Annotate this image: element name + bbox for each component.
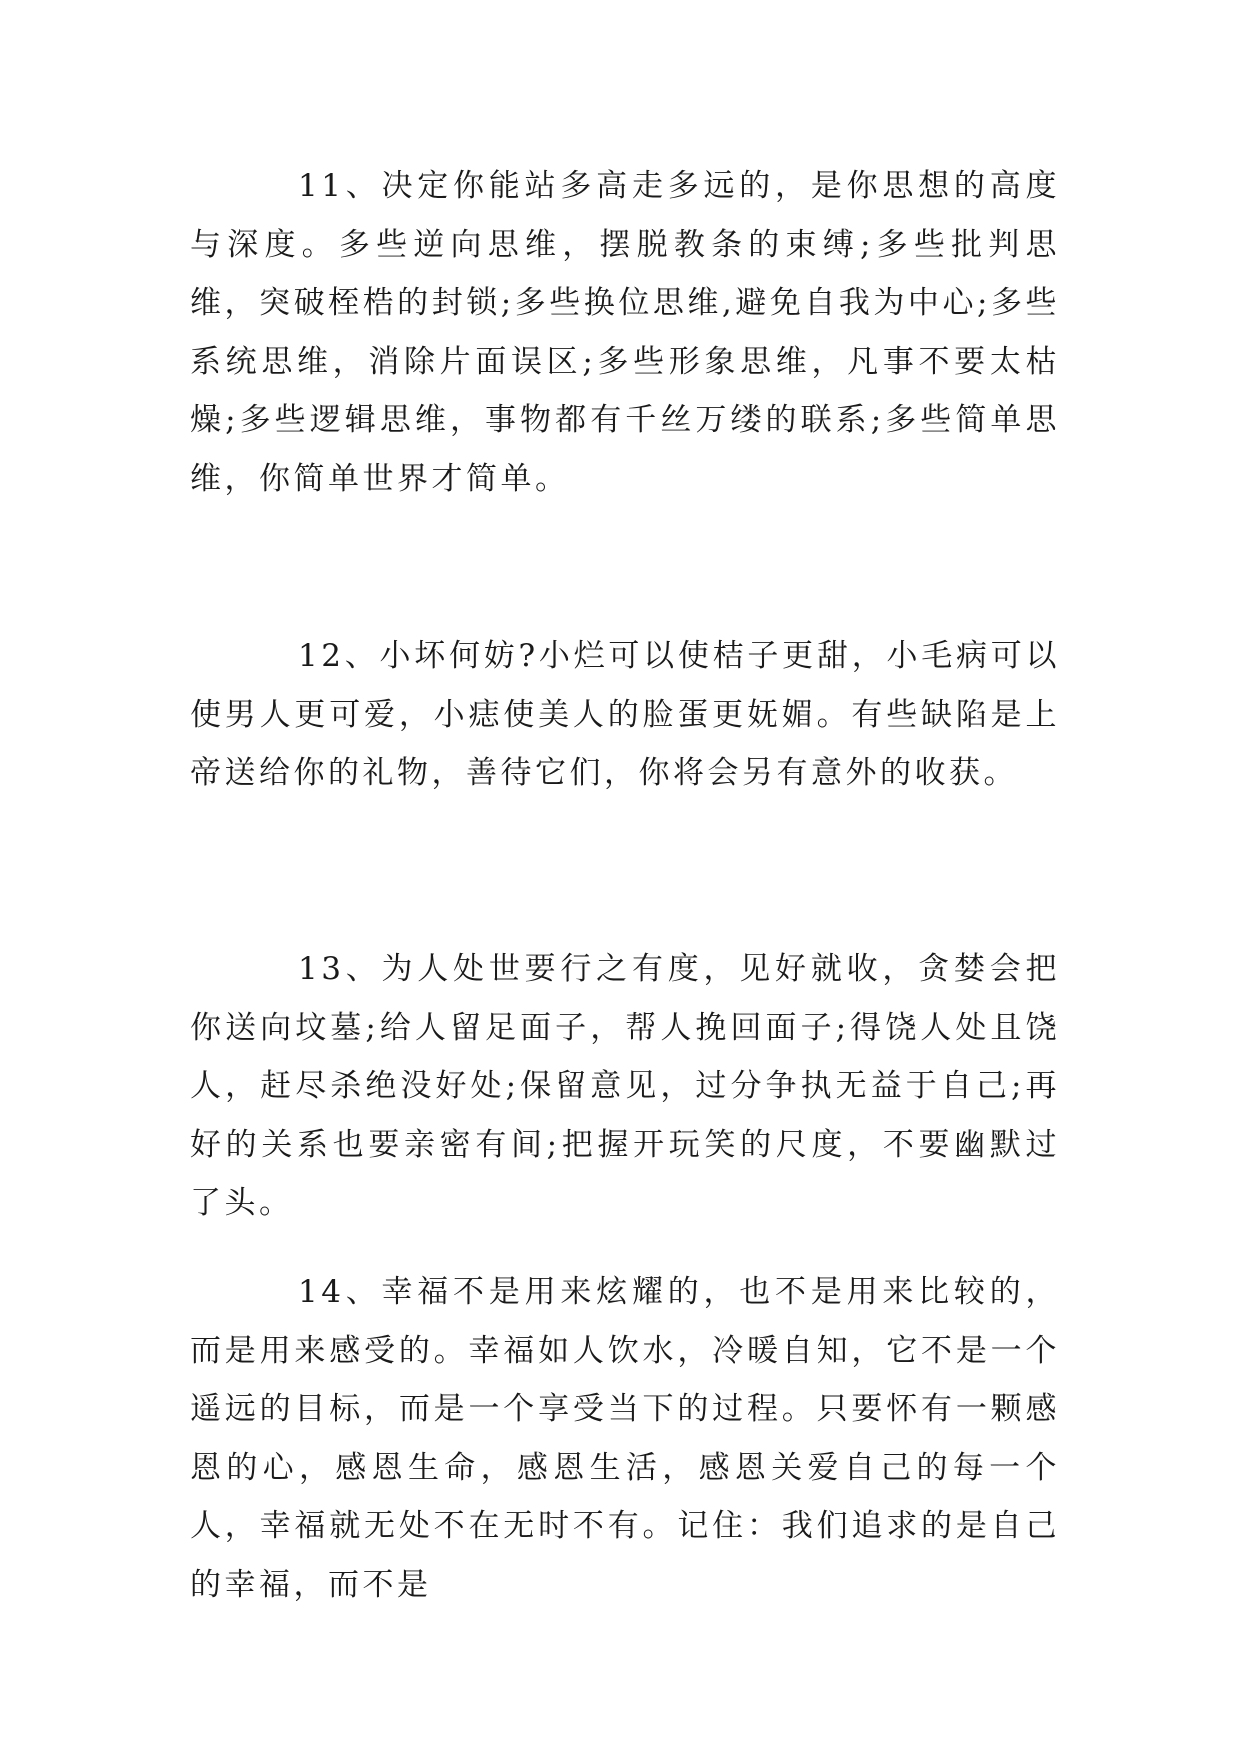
paragraph-13: 13、为人处世要行之有度，见好就收，贪婪会把你送向坟墓;给人留足面子，帮人挽回面子;得饶人处且饶人，赶尽杀绝没好处;保留意见，过分争执无益于自己;再好的关系也要亲密有间;把握开玩笑的尺度，不要幽默过了头。 xyxy=(190,951,1060,1221)
paragraph-11: 11、决定你能站多高走多远的，是你思想的高度与深度。多些逆向思维，摆脱教条的束缚;多些批判思维，突破桎梏的封锁;多些换位思维,避免自我为中心;多些系统思维，消除片面误区;多些形象思维，凡事不要太枯燥;多些逻辑思维，事物都有千丝万缕的联系;多些简单思维，你简单世界才简单。 xyxy=(190,168,1060,497)
paragraph-12: 12、小坏何妨?小烂可以使桔子更甜，小毛病可以使男人更可爱，小痣使美人的脸蛋更妩媚。有些缺陷是上帝送给你的礼物，善待它们，你将会另有意外的收获。 xyxy=(190,638,1060,791)
paragraph-14: 14、幸福不是用来炫耀的，也不是用来比较的，而是用来感受的。幸福如人饮水，冷暖自知，它不是一个遥远的目标，而是一个享受当下的过程。只要怀有一颗感恩的心，感恩生命，感恩生活，感恩关爱自己的每一个人，幸福就无处不在无时不有。记住：我们追求的是自己的幸福，而不是 xyxy=(190,1274,1060,1603)
